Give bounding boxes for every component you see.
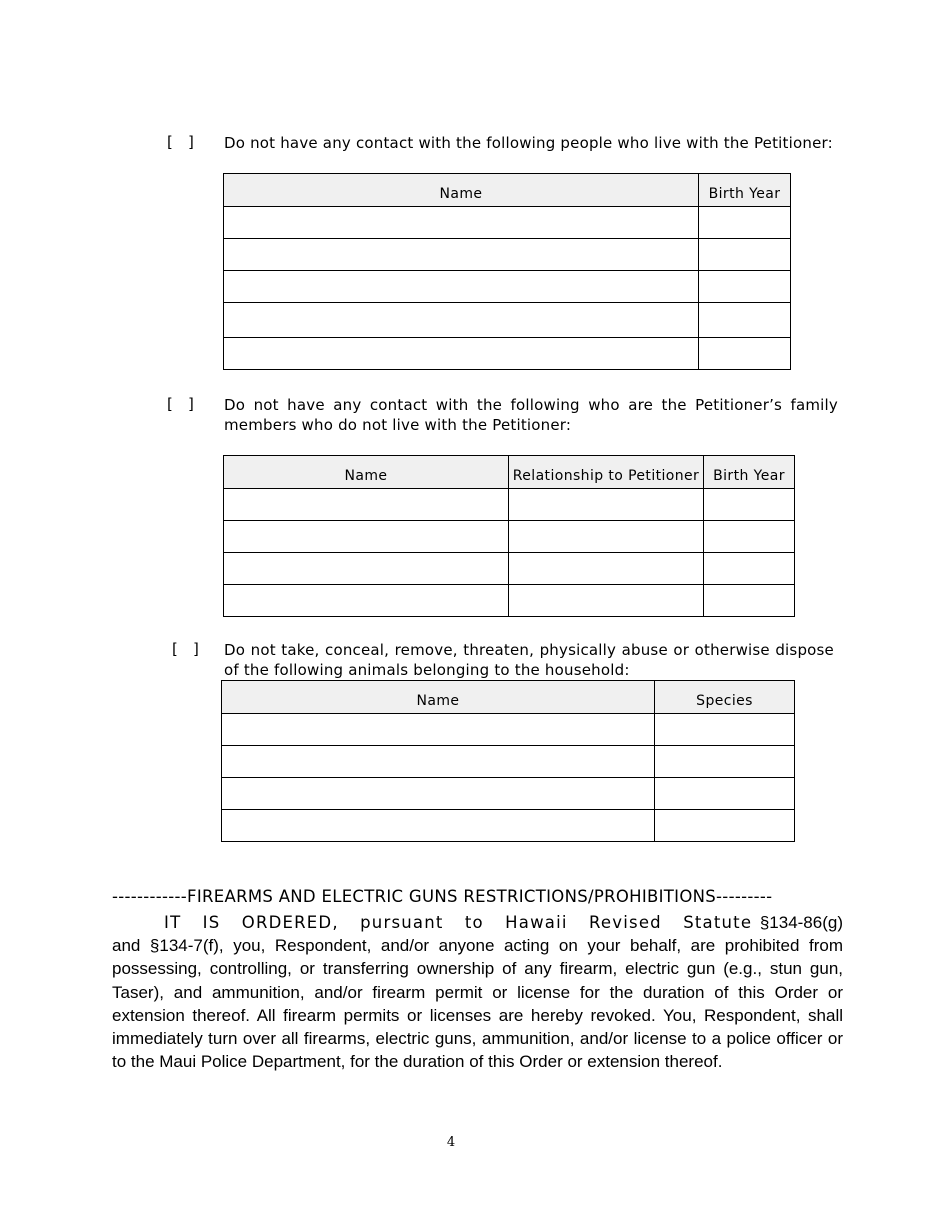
birth-year-cell[interactable]	[699, 207, 791, 239]
table-row	[224, 207, 791, 239]
birth-year-cell[interactable]	[699, 303, 791, 338]
table-row	[224, 553, 795, 585]
birth-year-cell[interactable]	[704, 553, 795, 585]
column-header-birth-year: Birth Year	[699, 174, 791, 207]
name-cell[interactable]	[224, 338, 699, 370]
table-row	[224, 338, 791, 370]
checkbox-household-animals[interactable]: [ ]	[172, 640, 200, 658]
table-row	[222, 778, 795, 810]
order-lead-text: IT IS ORDERED, pursuant to Hawaii Revised Statute	[164, 913, 753, 932]
birth-year-cell[interactable]	[699, 271, 791, 303]
name-cell[interactable]	[224, 271, 699, 303]
name-cell[interactable]	[224, 207, 699, 239]
household-animals-table	[221, 680, 795, 842]
species-cell[interactable]	[655, 778, 795, 810]
name-cell[interactable]	[224, 303, 699, 338]
name-cell[interactable]	[222, 746, 655, 778]
name-cell[interactable]	[224, 585, 509, 617]
table-row	[222, 746, 795, 778]
name-cell[interactable]	[224, 489, 509, 521]
birth-year-cell[interactable]	[704, 521, 795, 553]
birth-year-cell[interactable]	[699, 338, 791, 370]
name-cell[interactable]	[224, 553, 509, 585]
table-row	[224, 521, 795, 553]
table-row	[224, 585, 795, 617]
household-contacts-instruction: Do not have any contact with the following people who live with the Petitioner:	[224, 134, 833, 152]
order-body-text: §134-86(g) and §134-7(f), you, Respondent, and/or anyone acting on your behalf, are prohibited from possessing, controlling, or transferring ownership of any firearm, electric gun (e.g., stun gun, Taser), and ammunition, and/or firearm permit or license for the duration of this Order or extension thereof. All firearm permits or licenses are hereby revoked. You, Respondent, shall immediately turn over all firearms, electric guns, ammunition, and/or license to a police officer or to the Maui Police Department, for the duration of this Order or extension thereof.	[112, 913, 843, 1072]
column-header-relationship: Relationship to Petitioner	[509, 456, 704, 489]
column-header-name: Name	[224, 174, 699, 207]
firearms-order-paragraph	[112, 911, 843, 1073]
table-row	[224, 239, 791, 271]
table-row	[224, 489, 795, 521]
household-contacts-table	[223, 173, 791, 370]
birth-year-cell[interactable]	[704, 585, 795, 617]
table-row	[224, 271, 791, 303]
family-contacts-instruction: Do not have any contact with the following who are the Petitioner’s family members who do not live with the Petitioner:	[224, 396, 838, 434]
family-contacts-table	[223, 455, 795, 617]
name-cell[interactable]	[222, 714, 655, 746]
checkbox-family-contacts[interactable]: [ ]	[167, 395, 195, 413]
name-cell[interactable]	[222, 810, 655, 842]
name-cell[interactable]	[222, 778, 655, 810]
relationship-cell[interactable]	[509, 489, 704, 521]
name-cell[interactable]	[224, 521, 509, 553]
relationship-cell[interactable]	[509, 585, 704, 617]
table-row	[222, 714, 795, 746]
table-row	[224, 303, 791, 338]
checkbox-household-contacts[interactable]: [ ]	[167, 133, 195, 151]
species-cell[interactable]	[655, 714, 795, 746]
birth-year-cell[interactable]	[699, 239, 791, 271]
firearms-section-heading: ------------FIREARMS AND ELECTRIC GUNS RESTRICTIONS/PROHIBITIONS---------	[112, 887, 773, 906]
column-header-birth-year: Birth Year	[704, 456, 795, 489]
column-header-species: Species	[655, 681, 795, 714]
column-header-name: Name	[222, 681, 655, 714]
name-cell[interactable]	[224, 239, 699, 271]
column-header-name: Name	[224, 456, 509, 489]
relationship-cell[interactable]	[509, 521, 704, 553]
relationship-cell[interactable]	[509, 553, 704, 585]
species-cell[interactable]	[655, 810, 795, 842]
household-animals-instruction: Do not take, conceal, remove, threaten, physically abuse or otherwise dispose of the following animals belonging to the household:	[224, 641, 834, 679]
birth-year-cell[interactable]	[704, 489, 795, 521]
species-cell[interactable]	[655, 746, 795, 778]
table-row	[222, 810, 795, 842]
page-number: 4	[446, 1135, 456, 1150]
